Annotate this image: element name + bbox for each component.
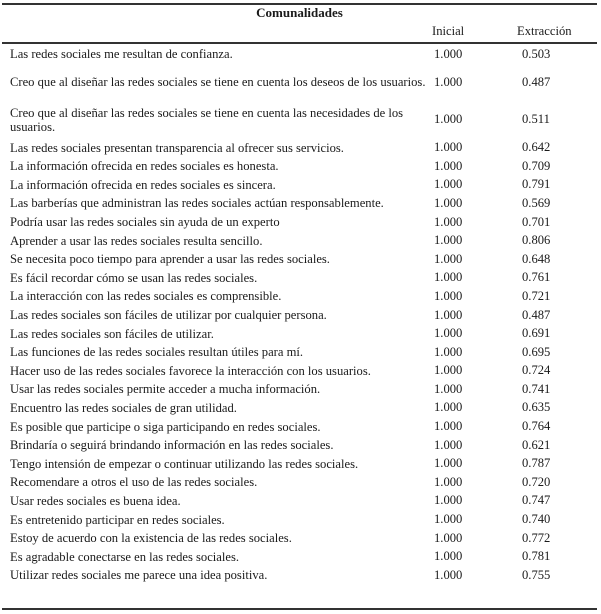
table-row <box>0 101 601 138</box>
row-item-text: Es agradable conectarse en las redes sociales. <box>10 549 240 564</box>
row-inicial-value: 1.000 <box>434 381 463 396</box>
row-item-text: Usar las redes sociales permite acceder a mucha información. <box>10 382 321 397</box>
row-inicial-value: 1.000 <box>434 307 463 322</box>
row-item-text: Es fácil recordar cómo se usan las redes sociales. <box>10 270 258 285</box>
row-item-text: La información ofrecida en redes sociales es honesta. <box>10 159 279 174</box>
table-row <box>0 566 601 585</box>
table-row <box>0 269 601 288</box>
table-body <box>0 45 601 585</box>
row-item-text: La interacción con las redes sociales es comprensible. <box>10 289 282 304</box>
row-extraccion-value: 0.724 <box>522 363 551 378</box>
row-inicial-value: 1.000 <box>434 46 463 61</box>
row-extraccion-value: 0.781 <box>522 549 551 564</box>
row-inicial-value: 1.000 <box>434 177 463 192</box>
row-inicial-value: 1.000 <box>434 112 463 127</box>
table-row <box>0 529 601 548</box>
row-item-text: Las redes sociales presentan transparencia al ofrecer sus servicios. <box>10 140 344 155</box>
row-inicial-value: 1.000 <box>434 474 463 489</box>
row-item-text: Creo que al diseñar las redes sociales se tiene en cuenta los deseos de los usuarios. <box>10 75 426 90</box>
table-row <box>0 436 601 455</box>
row-inicial-value: 1.000 <box>434 233 463 248</box>
row-item-text: Podría usar las redes sociales sin ayuda de un experto <box>10 215 280 230</box>
row-item-text: Aprender a usar las redes sociales resulta sencillo. <box>10 233 263 248</box>
row-item-text: Se necesita poco tiempo para aprender a usar las redes sociales. <box>10 252 330 267</box>
table-row <box>0 547 601 566</box>
row-inicial-value: 1.000 <box>434 195 463 210</box>
row-extraccion-value: 0.740 <box>522 512 551 527</box>
row-inicial-value: 1.000 <box>434 419 463 434</box>
row-inicial-value: 1.000 <box>434 549 463 564</box>
row-inicial-value: 1.000 <box>434 512 463 527</box>
row-item-text: Las redes sociales son fáciles de utilizar. <box>10 326 214 341</box>
row-extraccion-value: 0.761 <box>522 270 551 285</box>
row-extraccion-value: 0.721 <box>522 288 551 303</box>
row-item-text: Encuentro las redes sociales de gran utilidad. <box>10 400 237 415</box>
row-item-text: Utilizar redes sociales me parece una idea positiva. <box>10 568 268 583</box>
row-extraccion-value: 0.503 <box>522 46 551 61</box>
row-extraccion-value: 0.642 <box>522 140 551 155</box>
row-extraccion-value: 0.772 <box>522 530 551 545</box>
row-inicial-value: 1.000 <box>434 251 463 266</box>
row-inicial-value: 1.000 <box>434 567 463 582</box>
table-row <box>0 306 601 325</box>
row-extraccion-value: 0.741 <box>522 381 551 396</box>
row-item-text: Es posible que participe o siga participando en redes sociales. <box>10 419 321 434</box>
row-item-text: Tengo intensión de empezar o continuar utilizando las redes sociales. <box>10 456 359 471</box>
row-extraccion-value: 0.635 <box>522 400 551 415</box>
table-row <box>0 287 601 306</box>
row-extraccion-value: 0.747 <box>522 493 551 508</box>
table-row <box>0 157 601 176</box>
table-row <box>0 138 601 157</box>
table-row <box>0 380 601 399</box>
table-title: Comunalidades <box>256 5 343 20</box>
column-header-inicial: Inicial <box>432 24 465 38</box>
column-header-extraccion: Extracción <box>517 24 572 38</box>
row-extraccion-value: 0.487 <box>522 307 551 322</box>
row-inicial-value: 1.000 <box>434 493 463 508</box>
row-extraccion-value: 0.621 <box>522 437 551 452</box>
row-item-text: Creo que al diseñar las redes sociales se tiene en cuenta las necesidades de los usuarios. <box>10 105 404 134</box>
row-extraccion-value: 0.487 <box>522 74 551 89</box>
row-inicial-value: 1.000 <box>434 74 463 89</box>
row-extraccion-value: 0.569 <box>522 195 551 210</box>
row-item-text: Brindaría o seguirá brindando información en las redes sociales. <box>10 438 334 453</box>
row-inicial-value: 1.000 <box>434 214 463 229</box>
table-row <box>0 194 601 213</box>
row-item-text: Usar redes sociales es buena idea. <box>10 493 181 508</box>
row-item-text: Las barberías que administran las redes sociales actúan responsablemente. <box>10 196 384 211</box>
row-extraccion-value: 0.755 <box>522 567 551 582</box>
row-item-text: La información ofrecida en redes sociales es sincera. <box>10 177 276 192</box>
table-row <box>0 454 601 473</box>
row-extraccion-value: 0.691 <box>522 326 551 341</box>
row-extraccion-value: 0.648 <box>522 251 551 266</box>
row-extraccion-value: 0.695 <box>522 344 551 359</box>
row-extraccion-value: 0.764 <box>522 419 551 434</box>
row-extraccion-value: 0.709 <box>522 158 551 173</box>
row-item-text: Las redes sociales son fáciles de utilizar por cualquier persona. <box>10 308 327 323</box>
row-inicial-value: 1.000 <box>434 363 463 378</box>
table-row <box>0 417 601 436</box>
table-row <box>0 231 601 250</box>
row-inicial-value: 1.000 <box>434 437 463 452</box>
row-item-text: Recomendare a otros el uso de las redes sociales. <box>10 475 258 490</box>
table-row <box>0 64 601 101</box>
table-bottom-rule <box>2 608 597 610</box>
row-inicial-value: 1.000 <box>434 270 463 285</box>
row-extraccion-value: 0.806 <box>522 233 551 248</box>
table-row <box>0 399 601 418</box>
row-extraccion-value: 0.791 <box>522 177 551 192</box>
row-inicial-value: 1.000 <box>434 288 463 303</box>
table-row <box>0 510 601 529</box>
row-inicial-value: 1.000 <box>434 140 463 155</box>
table-row <box>0 45 601 64</box>
row-item-text: Las redes sociales me resultan de confianza. <box>10 47 233 62</box>
row-inicial-value: 1.000 <box>434 326 463 341</box>
row-item-text: Las funciones de las redes sociales resultan útiles para mí. <box>10 345 304 360</box>
table-row <box>0 362 601 381</box>
row-inicial-value: 1.000 <box>434 456 463 471</box>
row-item-text: Estoy de acuerdo con la existencia de las redes sociales. <box>10 531 292 546</box>
row-inicial-value: 1.000 <box>434 344 463 359</box>
row-extraccion-value: 0.511 <box>522 112 550 127</box>
row-inicial-value: 1.000 <box>434 530 463 545</box>
row-item-text: Es entretenido participar en redes sociales. <box>10 512 225 527</box>
table-row <box>0 324 601 343</box>
table-header-rule <box>2 42 597 44</box>
table-row <box>0 473 601 492</box>
row-extraccion-value: 0.787 <box>522 456 551 471</box>
row-inicial-value: 1.000 <box>434 158 463 173</box>
table-row <box>0 213 601 232</box>
row-inicial-value: 1.000 <box>434 400 463 415</box>
row-extraccion-value: 0.701 <box>522 214 551 229</box>
table-row <box>0 176 601 195</box>
table-row <box>0 492 601 511</box>
table-row <box>0 250 601 269</box>
row-extraccion-value: 0.720 <box>522 474 551 489</box>
row-item-text: Hacer uso de las redes sociales favorece la interacción con los usuarios. <box>10 363 371 378</box>
table-row <box>0 343 601 362</box>
